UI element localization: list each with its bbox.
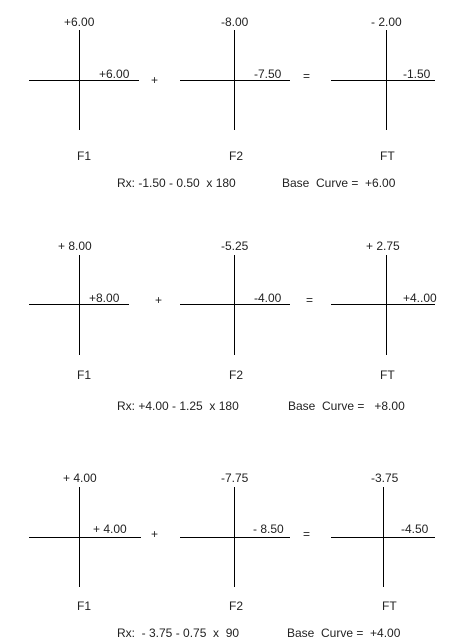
ft-label: FT <box>380 149 395 163</box>
ft-horizontal-power: -4.50 <box>401 522 429 536</box>
ft-vertical-power: + 2.75 <box>366 239 400 253</box>
f1-horizontal-power: + 4.00 <box>93 522 127 536</box>
ft-horizontal-meridian-line <box>331 537 435 538</box>
base-curve-text: Base Curve = +8.00 <box>288 399 405 413</box>
ft-vertical-power: - 2.00 <box>371 15 402 29</box>
prescription-text: Rx: -1.50 - 0.50 x 180 <box>117 176 236 190</box>
f2-horizontal-power: - 8.50 <box>253 522 284 536</box>
f1-horizontal-power: +8.00 <box>89 291 120 305</box>
f1-horizontal-power: +6.00 <box>99 67 130 81</box>
ft-horizontal-power: -1.50 <box>403 67 431 81</box>
plus-sign: + <box>151 73 159 87</box>
f1-vertical-power: +6.00 <box>64 15 95 29</box>
f2-label: F2 <box>229 149 244 163</box>
f2-vertical-power: -8.00 <box>221 15 249 29</box>
f1-vertical-power: + 8.00 <box>58 239 92 253</box>
ft-label: FT <box>380 368 395 382</box>
f2-horizontal-power: -7.50 <box>254 67 282 81</box>
f2-label: F2 <box>229 599 244 613</box>
f1-horizontal-meridian-line <box>29 537 141 538</box>
f1-vertical-power: + 4.00 <box>63 471 97 485</box>
f2-horizontal-meridian-line <box>180 537 290 538</box>
f2-vertical-power: -7.75 <box>221 471 249 485</box>
plus-sign: + <box>155 293 163 307</box>
equals-sign: = <box>303 527 311 541</box>
equals-sign: = <box>303 69 311 83</box>
ft-label: FT <box>382 599 397 613</box>
equals-sign: = <box>306 293 314 307</box>
ft-horizontal-power: +4..00 <box>403 291 437 305</box>
plus-sign: + <box>151 527 159 541</box>
prescription-text: Rx: +4.00 - 1.25 x 180 <box>117 399 239 413</box>
f1-label: F1 <box>77 149 92 163</box>
ft-vertical-meridian-line <box>386 255 387 355</box>
f2-vertical-power: -5.25 <box>221 239 249 253</box>
f2-horizontal-power: -4.00 <box>254 291 282 305</box>
ft-vertical-power: -3.75 <box>371 471 399 485</box>
f1-label: F1 <box>77 368 92 382</box>
f2-vertical-meridian-line <box>234 255 235 355</box>
f2-label: F2 <box>229 368 244 382</box>
prescription-text: Rx: - 3.75 - 0.75 x 90 <box>117 626 240 640</box>
base-curve-text: Base Curve = +6.00 <box>282 176 396 190</box>
f1-vertical-meridian-line <box>79 255 80 355</box>
f1-label: F1 <box>77 599 92 613</box>
base-curve-text: Base Curve = +4.00 <box>287 626 401 640</box>
